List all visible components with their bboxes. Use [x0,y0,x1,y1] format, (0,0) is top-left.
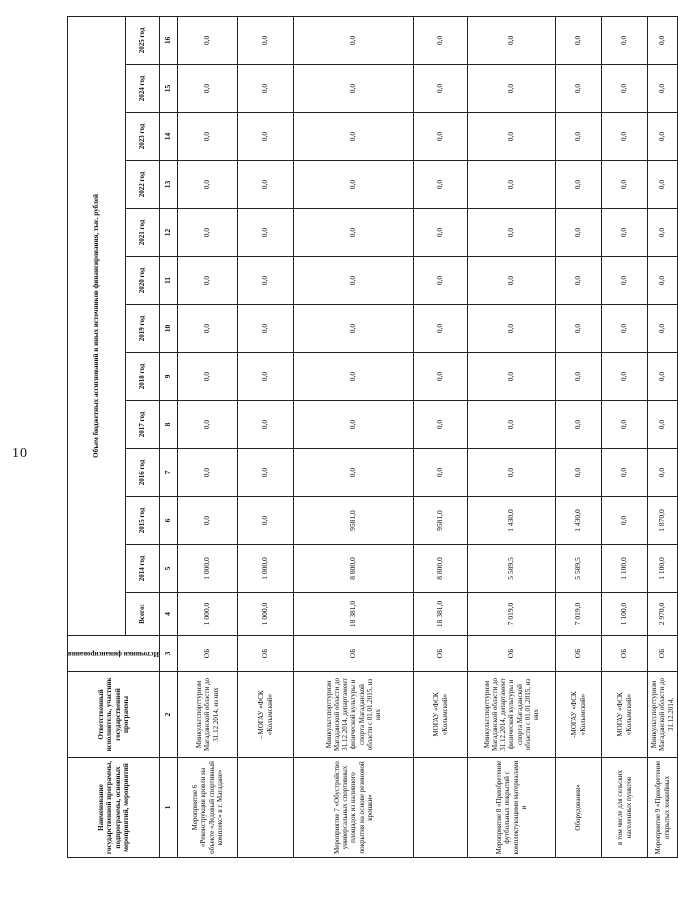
cell-year-value: 0,0 [178,353,238,401]
cell-year-value: 0,0 [414,305,468,353]
cell-year-value: 8 800,0 [414,545,468,593]
column-number: 13 [160,161,178,209]
cell-year-value: 0,0 [468,257,556,305]
cell-year-value: 0,0 [602,16,648,64]
header-year: 2021 год [126,209,160,257]
cell-year-value: 8 800,0 [294,545,414,593]
cell-year-value: 0,0 [178,161,238,209]
cell-year-value: 1 870,0 [648,497,678,545]
header-source-text: Источники финансирования [68,649,159,658]
table-row [556,16,602,857]
cell-year-value: 1 000,0 [178,545,238,593]
cell-funding-source: ОБ [178,636,238,672]
cell-program-name: Мероприятие 9 «Приобретение открытых хоккейных [648,758,678,858]
cell-year-value: 0,0 [556,305,602,353]
column-number-row [160,16,178,857]
column-number: 8 [160,401,178,449]
header-total: Всего: [126,593,160,636]
cell-total: 18 381,0 [294,593,414,636]
cell-year-value: 0,0 [602,305,648,353]
cell-year-value: 1 100,0 [602,545,648,593]
cell-year-value: 0,0 [294,161,414,209]
column-number: 12 [160,209,178,257]
cell-year-value: 0,0 [294,257,414,305]
cell-year-value: 0,0 [294,209,414,257]
cell-funding-source: ОБ [468,636,556,672]
header-year: 2015 год [126,497,160,545]
header-name: Наименование государственной программы, подпрограммы, основных мероприятий, мероприятий [68,758,160,858]
cell-year-value: 0,0 [178,449,238,497]
cell-program-name: Мероприятие 8 «Приобретение футбольных покрытий с комплектующими материалами и [468,758,556,858]
cell-year-value: 5 589,5 [556,545,602,593]
cell-year-value: 0,0 [556,65,602,113]
table-row [238,16,294,857]
cell-year-value: 0,0 [648,257,678,305]
cell-funding-source: ОБ [414,636,468,672]
cell-year-value: 0,0 [238,353,294,401]
cell-executor: Минкультспорттуризм Магаданской области до 31.12.2014, [648,672,678,758]
table-body [68,16,678,857]
cell-year-value: 0,0 [468,161,556,209]
cell-total: 2 970,0 [648,593,678,636]
budget-table [67,16,678,858]
cell-year-value: 9581,0 [414,497,468,545]
cell-executor: - МОГАУ «ФСК «Колымский» [238,672,294,758]
header-year: 2025 год [126,16,160,64]
cell-year-value: 0,0 [238,209,294,257]
header-year: 2018 год [126,353,160,401]
cell-year-value: 0,0 [238,449,294,497]
cell-executor: МОГАУ «ФСК «Колымский» [414,672,468,758]
cell-year-value: 0,0 [238,401,294,449]
cell-year-value: 1 430,0 [556,497,602,545]
cell-year-value: 0,0 [414,401,468,449]
table-row [468,16,556,857]
column-number: 1 [160,758,178,858]
column-number: 10 [160,305,178,353]
cell-executor: Минкультспорттуризм Магаданской области до 31.12.2014, из них [178,672,238,758]
cell-funding-source: ОБ [648,636,678,672]
table-row [602,16,648,857]
cell-funding-source: ОБ [556,636,602,672]
cell-total: 1 000,0 [238,593,294,636]
table-row [178,16,238,857]
column-number: 11 [160,257,178,305]
cell-year-value: 0,0 [468,449,556,497]
header-executor: Ответственный исполнитель, участник государственной программы [68,672,160,758]
cell-year-value: 0,0 [648,305,678,353]
cell-year-value: 0,0 [238,305,294,353]
column-number: 5 [160,545,178,593]
cell-year-value: 0,0 [602,401,648,449]
cell-program-name [414,758,468,858]
column-number: 16 [160,16,178,64]
cell-year-value: 0,0 [602,449,648,497]
header-year: 2017 год [126,401,160,449]
cell-year-value: 0,0 [468,16,556,64]
cell-year-value: 0,0 [468,305,556,353]
cell-year-value: 0,0 [556,449,602,497]
cell-executor: Минкультспорттуризм Магаданской области до 31.12.2014, департамент физической культуры и спорта Магаданской области с 01.01.2015, из них [468,672,556,758]
cell-program-name: Мероприятие 7 «Обустройство универсальных спортивных площадок из наливного покрытия на основе резиновой крошки» [294,758,414,858]
cell-year-value: 0,0 [178,16,238,64]
cell-year-value: 0,0 [178,257,238,305]
cell-year-value: 0,0 [414,209,468,257]
cell-program-name: в том числе для сельских населенных пунктов [602,758,648,858]
cell-year-value: 0,0 [294,305,414,353]
column-number: 7 [160,449,178,497]
cell-year-value: 0,0 [602,65,648,113]
column-number: 6 [160,497,178,545]
cell-year-value: 0,0 [602,257,648,305]
header-year: 2020 год [126,257,160,305]
cell-year-value: 0,0 [178,65,238,113]
cell-year-value: 0,0 [414,65,468,113]
cell-executor: Минкультспорттуризм Магаданской области до 31.12.2014, департамент физической культуры и спорта Магаданской области с 01.01.2015, из них [294,672,414,758]
cell-program-name: Оборудования» [556,758,602,858]
cell-year-value: 0,0 [556,113,602,161]
cell-year-value: 0,0 [468,353,556,401]
cell-year-value: 0,0 [556,401,602,449]
cell-funding-source: ОБ [238,636,294,672]
cell-year-value: 0,0 [414,16,468,64]
cell-year-value: 0,0 [294,16,414,64]
header-year: 2022 год [126,161,160,209]
header-year: 2023 год [126,113,160,161]
cell-executor: -МОГАУ «ФСК «Колымский» [556,672,602,758]
cell-year-value: 0,0 [294,353,414,401]
cell-year-value: 0,0 [602,497,648,545]
column-number: 14 [160,113,178,161]
column-number: 9 [160,353,178,401]
column-number: 3 [160,636,178,672]
cell-year-value: 0,0 [468,113,556,161]
header-year: 2019 год [126,305,160,353]
page-number: 10 [12,446,28,461]
cell-year-value: 0,0 [556,16,602,64]
cell-year-value: 0,0 [414,257,468,305]
cell-year-value: 0,0 [648,353,678,401]
cell-year-value: 0,0 [178,305,238,353]
cell-year-value: 0,0 [414,449,468,497]
table-row [414,16,468,857]
cell-program-name [238,758,294,858]
cell-year-value: 0,0 [602,209,648,257]
cell-year-value: 0,0 [238,16,294,64]
cell-executor: МОГАУ «ФСК «Колымский» [602,672,648,758]
header-row-1 [68,16,126,857]
cell-year-value: 0,0 [556,161,602,209]
column-number: 15 [160,65,178,113]
cell-year-value: 0,0 [294,401,414,449]
cell-year-value: 5 589,5 [468,545,556,593]
cell-year-value: 0,0 [238,497,294,545]
cell-funding-source: ОБ [294,636,414,672]
header-year: 2014 год [126,545,160,593]
table-row [294,16,414,857]
cell-year-value: 1 430,0 [468,497,556,545]
header-funding-title: Объем бюджетных ассигнований и иных источников финансирования, тыс. рублей [68,16,126,635]
cell-year-value: 0,0 [602,161,648,209]
cell-year-value: 0,0 [178,401,238,449]
cell-year-value: 0,0 [178,497,238,545]
cell-year-value: 0,0 [414,353,468,401]
budget-table-sheet [67,19,675,858]
cell-total: 7 019,0 [556,593,602,636]
cell-program-name: Мероприятие 6 «Реконструкция кровли на объекте «Ледовый спортивный комплекс» в г. Магадане» [178,758,238,858]
cell-year-value: 0,0 [648,401,678,449]
cell-year-value: 0,0 [468,209,556,257]
cell-total: 1 100,0 [602,593,648,636]
cell-year-value: 0,0 [294,65,414,113]
cell-year-value: 0,0 [648,16,678,64]
cell-funding-source: ОБ [602,636,648,672]
header-source [68,636,160,672]
cell-year-value: 0,0 [238,113,294,161]
cell-year-value: 0,0 [178,209,238,257]
cell-year-value: 0,0 [414,113,468,161]
cell-year-value: 0,0 [238,65,294,113]
cell-year-value: 0,0 [602,353,648,401]
header-year: 2016 год [126,449,160,497]
cell-year-value: 0,0 [468,401,556,449]
cell-year-value: 0,0 [556,353,602,401]
cell-year-value: 0,0 [468,65,556,113]
cell-year-value: 0,0 [238,161,294,209]
cell-year-value: 0,0 [556,209,602,257]
cell-year-value: 0,0 [294,449,414,497]
cell-total: 1 000,0 [178,593,238,636]
column-number: 4 [160,593,178,636]
cell-year-value: 0,0 [648,113,678,161]
cell-year-value: 0,0 [648,65,678,113]
cell-year-value: 0,0 [238,257,294,305]
cell-year-value: 9581,0 [294,497,414,545]
cell-year-value: 0,0 [602,113,648,161]
cell-total: 18 381,0 [414,593,468,636]
cell-year-value: 0,0 [648,209,678,257]
cell-year-value: 0,0 [294,113,414,161]
column-number: 2 [160,672,178,758]
cell-total: 7 019,0 [468,593,556,636]
cell-year-value: 0,0 [648,449,678,497]
cell-year-value: 0,0 [648,161,678,209]
table-row [648,16,678,857]
cell-year-value: 1 100,0 [648,545,678,593]
cell-year-value: 0,0 [178,113,238,161]
cell-year-value: 0,0 [556,257,602,305]
cell-year-value: 1 000,0 [238,545,294,593]
cell-year-value: 0,0 [414,161,468,209]
header-year: 2024 год [126,65,160,113]
